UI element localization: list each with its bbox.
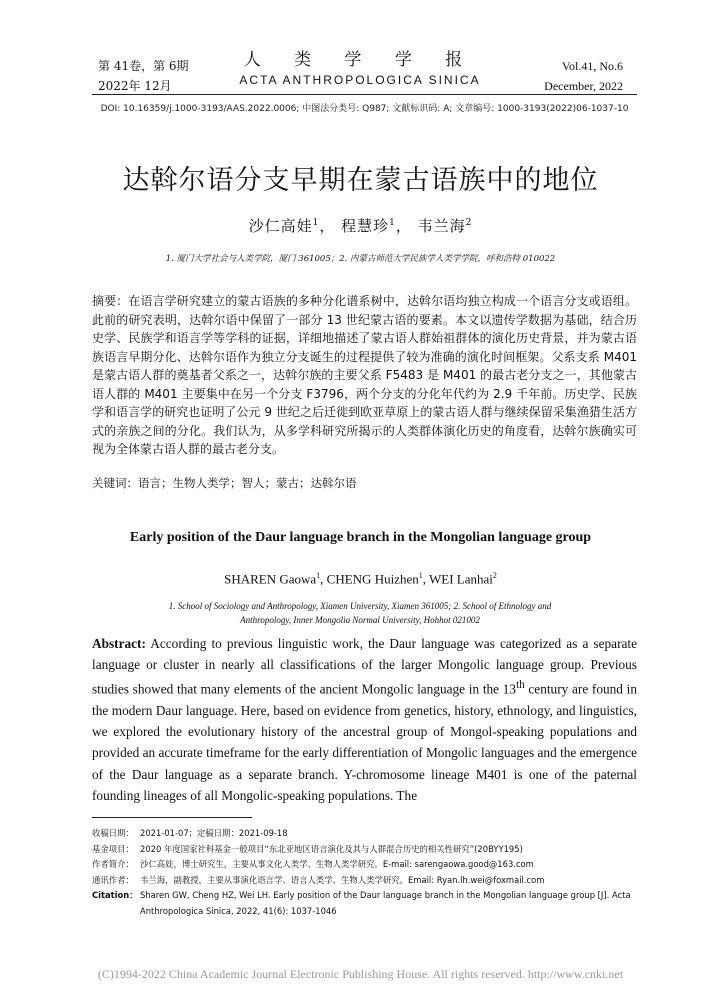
abstract-cn-label: 摘要： (92, 294, 129, 308)
author-affil-sup: 1 (312, 218, 320, 228)
abstract-en-label: Abstract: (92, 636, 146, 651)
author-name: SHAREN Gaowa (224, 571, 317, 587)
footnotes (92, 826, 637, 919)
footnote-label: 作者简介： (92, 859, 134, 869)
footnote-funding (92, 842, 637, 858)
page-title-en: Early position of the Daur language branch in the Mongolian language group (129, 530, 592, 545)
footnote-label: 基金项目： (92, 843, 134, 854)
affiliation-en (140, 599, 580, 627)
footnote-divider (92, 817, 252, 818)
abstract-en (92, 633, 637, 806)
author-name: WEI Lanhai (429, 571, 493, 587)
date-en: December, 2022 (544, 79, 623, 93)
affiliation-cn: 1. 厦门大学社会与人类学院，厦门 361005；2. 内蒙古师范大学民族学人类学学院，呼和浩特 010022 (165, 254, 556, 264)
footnote-author-bio (92, 857, 637, 873)
footnote-label: 通讯作者： (92, 874, 134, 885)
journal-name-cn: 人 类 学 学 报 (243, 50, 477, 70)
footnote-text: 沙仁高娃，博士研究生，主要从事文化人类学、生物人类学研究。E-mail: sarengaowa.good@163.com (140, 859, 534, 869)
author-affil-sup: 1 (418, 571, 423, 580)
doi-line: DOI: 10.16359/j.1000-3193/AAS.2022.0006; 中图法分类号: Q987; 文献标识码: A; 文章编号: 1000-3193(2022)06-1037-10 (100, 104, 629, 114)
footnote-citation (92, 888, 637, 919)
keywords-cn-label: 关键词： (92, 476, 138, 490)
author-affil-sup: 2 (492, 571, 497, 580)
abstract-cn (92, 292, 637, 459)
abstract-en-text: century are found in the modern Daur language. Here, based on evidence from genetics, history, ethnology, and linguistics, we explored the evolutionary history of the ancestral group of Mongol-speaking populations and provided an accurate timeframe for the early differentiation of Mongolic languages and the emergence of the Daur language as a separate branch. Y-chromosome lineage M401 is one of the paternal founding lineages of all Mongolic-speaking populations. The (92, 681, 637, 803)
date-cn: 2022年 12月 (98, 79, 172, 93)
ordinal-sup: th (516, 679, 525, 692)
header-divider (92, 94, 637, 95)
author-name: 程慧珍 (341, 217, 390, 235)
author-affil-sup: 1 (389, 218, 396, 228)
footnote-label: 收稿日期： (92, 828, 134, 838)
affiliation-en-line: Anthropology, Inner Mongolia Normal University, Hohhot 021002 (240, 615, 480, 625)
copyright-watermark: (C)1994-2022 China Academic Journal Electronic Publishing House. All rights reserved. http://www.cnki.net (97, 967, 624, 981)
author-name: 韦兰海 (417, 217, 466, 235)
footnote-received (92, 826, 637, 842)
footnote-text: 韦兰海，副教授，主要从事演化语言学、语言人类学、生物人类学研究。Email: Ryan.lh.wei@foxmail.com (140, 874, 545, 885)
author-affil-sup: 2 (465, 218, 473, 228)
journal-name-en: ACTA ANTHROPOLOGICA SINICA (239, 73, 481, 87)
footnote-text: Sharen GW, Cheng HZ, Wei LH. Early position of the Daur language branch in the Mongolian language group [J]. Acta Anthropologica Sinica, 2022, 41(6): 1037-1046 (140, 890, 631, 916)
author-affil-sup: 1 (316, 571, 321, 580)
keywords-cn (92, 475, 637, 491)
footnote-corresponding (92, 873, 637, 889)
header-left (98, 56, 189, 96)
volume-cn: 第 41卷，第 6期 (98, 59, 189, 73)
footnote-text: 2021-01-07；定稿日期：2021-09-18 (140, 828, 288, 838)
footnote-label: Citation： (92, 890, 138, 900)
footnote-text: 2020 年度国家社科基金一般项目“东北亚地区语言演化及其与人群混合历史的相关性研究”(20BYY195) (140, 843, 523, 854)
author-name: CHENG Huizhen (326, 571, 419, 587)
keywords-cn-text: 语言；生物人类学；智人；蒙古；达斡尔语 (138, 476, 357, 490)
author-name: 沙仁高娃 (248, 217, 313, 235)
authors-cn: 沙仁高娃$^1$， 程慧珍$^1$， 韦兰海$^2$ (248, 217, 473, 235)
volume-en: Vol.41, No.6 (561, 59, 623, 73)
journal-masthead (200, 48, 520, 88)
header-right (544, 56, 623, 96)
abstract-cn-text: 在语言学研究建立的蒙古语族的多种分化谱系树中，达斡尔语均独立构成一个语言分支或语组。此前的研究表明，达斡尔语中保留了一部分 13 世纪蒙古语的要素。本文以遗传学数据为基础，结合历史学、民族学和语言学等学科的证据，详细地描述了蒙古语人群始祖群体的演化历史背景，并为蒙古语族语言早期分化、达斡尔语作为独立分支诞生的过程提供了较为准确的演化时间框架。父系支系 M401 是蒙古语人群的奠基者父系之一，达斡尔族的主要父系 F5483 是 M401 的最古老分支之一，其他蒙古语人群的 M401 主要集中在另一个分支 F3796，两个分支的分化年代约为 2.9 千年前。历史学、民族学和语言学的研究也证明了公元 9 世纪之后迁徙到欧亚草原上的蒙古语人群与继续保留采集渔猎生活方式的亲族之间的分化。我们认为，从多学科研究所揭示的人类群体演化历史的角度看，达斡尔族确实可视为全体蒙古语人群的最古老分支。 (92, 294, 637, 456)
page-title-cn: 达斡尔语分支早期在蒙古语族中的地位 (122, 165, 599, 196)
affiliation-en-line: 1. School of Sociology and Anthropology, Xiamen University, Xiamen 361005; 2. School of Ethnology and (168, 601, 552, 611)
abstract-en-text: According to previous linguistic work, the Daur language was categorized as a separate language or cluster in nearly all classifications of the larger Mongolic language group. Previous studies showed that many elements of the ancient Mongolic language in the 13 (92, 636, 637, 697)
authors-en: SHAREN Gaowa$^1$, CHENG Huizhen$^1$, WEI Lanhai$^2$ (224, 571, 497, 587)
